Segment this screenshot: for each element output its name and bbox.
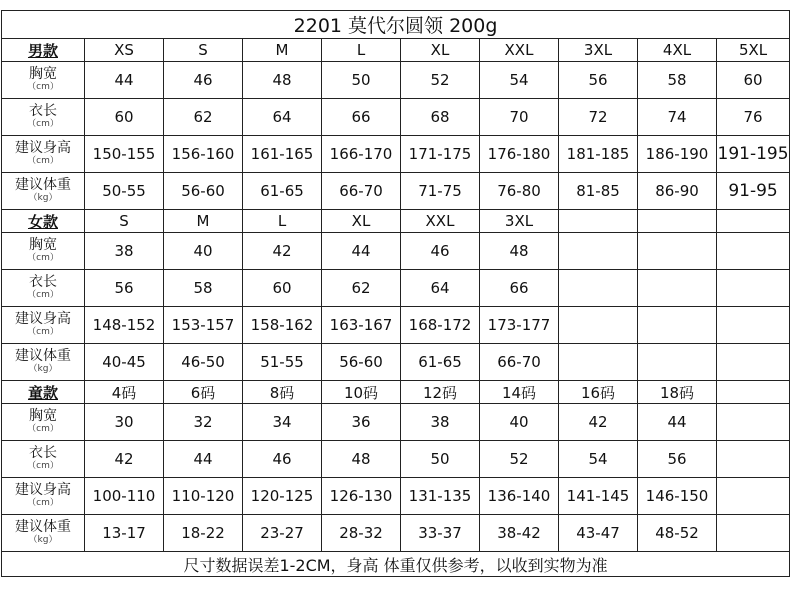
value-cell: 166-170 bbox=[322, 136, 401, 173]
value-cell: 163-167 bbox=[322, 307, 401, 344]
measure-unit: （cm） bbox=[27, 156, 59, 167]
value-cell: 40-45 bbox=[85, 344, 164, 381]
value-cell: 51-55 bbox=[243, 344, 322, 381]
measure-unit: （cm） bbox=[27, 82, 59, 93]
kids-size-cell: 14码 bbox=[480, 381, 559, 404]
value-cell: 46-50 bbox=[164, 344, 243, 381]
value-cell: 48-52 bbox=[638, 515, 717, 552]
value-cell: 161-165 bbox=[243, 136, 322, 173]
value-cell: 44 bbox=[322, 233, 401, 270]
value-cell: 64 bbox=[401, 270, 480, 307]
value-cell: 38 bbox=[401, 404, 480, 441]
value-cell: 34 bbox=[243, 404, 322, 441]
value-cell: 58 bbox=[164, 270, 243, 307]
value-cell: 168-172 bbox=[401, 307, 480, 344]
measure-label-cell bbox=[2, 62, 85, 99]
value-cell: 44 bbox=[85, 62, 164, 99]
men-measure-row bbox=[2, 173, 790, 210]
value-cell: 62 bbox=[164, 99, 243, 136]
value-cell bbox=[559, 344, 638, 381]
men-size-cell: S bbox=[164, 39, 243, 62]
value-cell: 60 bbox=[85, 99, 164, 136]
kids-measure-row bbox=[2, 515, 790, 552]
value-cell: 71-75 bbox=[401, 173, 480, 210]
women-size-cell: XXL bbox=[401, 210, 480, 233]
table-body bbox=[2, 11, 790, 577]
footer-row bbox=[2, 552, 790, 577]
men-size-cell: XXL bbox=[480, 39, 559, 62]
value-cell: 23-27 bbox=[243, 515, 322, 552]
value-cell: 120-125 bbox=[243, 478, 322, 515]
value-cell: 43-47 bbox=[559, 515, 638, 552]
value-cell: 191-195 bbox=[717, 136, 790, 173]
value-cell: 150-155 bbox=[85, 136, 164, 173]
men-measure-row bbox=[2, 136, 790, 173]
kids-size-cell: 4码 bbox=[85, 381, 164, 404]
measure-unit: （cm） bbox=[27, 290, 59, 301]
value-cell bbox=[717, 307, 790, 344]
men-measure-row bbox=[2, 99, 790, 136]
kids-measure-row bbox=[2, 441, 790, 478]
value-cell: 100-110 bbox=[85, 478, 164, 515]
women-measure-row bbox=[2, 270, 790, 307]
value-cell: 136-140 bbox=[480, 478, 559, 515]
value-cell: 30 bbox=[85, 404, 164, 441]
measure-label-cell bbox=[2, 99, 85, 136]
value-cell bbox=[717, 404, 790, 441]
value-cell: 66 bbox=[480, 270, 559, 307]
value-cell bbox=[638, 233, 717, 270]
women-size-header-row bbox=[2, 210, 790, 233]
value-cell: 60 bbox=[243, 270, 322, 307]
value-cell: 48 bbox=[322, 441, 401, 478]
measure-label: 胸宽 bbox=[29, 66, 57, 83]
men-section-title: 男款 bbox=[2, 39, 85, 62]
value-cell: 76 bbox=[717, 99, 790, 136]
value-cell: 36 bbox=[322, 404, 401, 441]
value-cell: 42 bbox=[85, 441, 164, 478]
value-cell: 54 bbox=[480, 62, 559, 99]
value-cell: 13-17 bbox=[85, 515, 164, 552]
measure-label: 衣长 bbox=[29, 445, 57, 462]
measure-label: 建议身高 bbox=[15, 311, 71, 328]
value-cell: 148-152 bbox=[85, 307, 164, 344]
value-cell bbox=[638, 270, 717, 307]
value-cell: 141-145 bbox=[559, 478, 638, 515]
measure-unit: （kg） bbox=[28, 193, 58, 204]
value-cell: 66-70 bbox=[322, 173, 401, 210]
value-cell: 66-70 bbox=[480, 344, 559, 381]
value-cell: 56-60 bbox=[322, 344, 401, 381]
kids-size-cell: 16码 bbox=[559, 381, 638, 404]
value-cell bbox=[638, 307, 717, 344]
measure-unit: （cm） bbox=[27, 327, 59, 338]
value-cell bbox=[638, 344, 717, 381]
value-cell: 40 bbox=[164, 233, 243, 270]
measure-label-cell bbox=[2, 478, 85, 515]
value-cell: 56 bbox=[559, 62, 638, 99]
value-cell: 131-135 bbox=[401, 478, 480, 515]
value-cell: 64 bbox=[243, 99, 322, 136]
measure-label-cell bbox=[2, 270, 85, 307]
measure-label: 胸宽 bbox=[29, 237, 57, 254]
kids-size-cell: 6码 bbox=[164, 381, 243, 404]
value-cell: 18-22 bbox=[164, 515, 243, 552]
value-cell: 126-130 bbox=[322, 478, 401, 515]
value-cell: 181-185 bbox=[559, 136, 638, 173]
measure-label: 建议体重 bbox=[15, 519, 71, 536]
size-table bbox=[1, 10, 790, 577]
kids-size-cell: 8码 bbox=[243, 381, 322, 404]
value-cell bbox=[717, 233, 790, 270]
measure-unit: （cm） bbox=[27, 253, 59, 264]
measure-label: 建议体重 bbox=[15, 177, 71, 194]
value-cell: 60 bbox=[717, 62, 790, 99]
men-size-cell: L bbox=[322, 39, 401, 62]
value-cell: 153-157 bbox=[164, 307, 243, 344]
value-cell: 42 bbox=[243, 233, 322, 270]
measure-label: 建议体重 bbox=[15, 348, 71, 365]
footer-note: 尺寸数据误差1-2CM，身高 体重仅供参考，以收到实物为准 bbox=[2, 552, 790, 577]
value-cell bbox=[559, 233, 638, 270]
kids-size-cell bbox=[717, 381, 790, 404]
measure-unit: （cm） bbox=[27, 424, 59, 435]
value-cell: 72 bbox=[559, 99, 638, 136]
men-size-cell: 3XL bbox=[559, 39, 638, 62]
value-cell: 46 bbox=[164, 62, 243, 99]
women-size-cell bbox=[638, 210, 717, 233]
value-cell: 186-190 bbox=[638, 136, 717, 173]
value-cell: 52 bbox=[480, 441, 559, 478]
measure-label: 衣长 bbox=[29, 274, 57, 291]
value-cell: 110-120 bbox=[164, 478, 243, 515]
kids-size-header-row bbox=[2, 381, 790, 404]
value-cell: 56 bbox=[85, 270, 164, 307]
men-size-cell: 4XL bbox=[638, 39, 717, 62]
value-cell: 81-85 bbox=[559, 173, 638, 210]
men-size-header-row bbox=[2, 39, 790, 62]
value-cell: 48 bbox=[243, 62, 322, 99]
measure-label: 建议身高 bbox=[15, 482, 71, 499]
value-cell: 91-95 bbox=[717, 173, 790, 210]
value-cell bbox=[717, 441, 790, 478]
women-measure-row bbox=[2, 344, 790, 381]
value-cell: 50 bbox=[401, 441, 480, 478]
value-cell: 32 bbox=[164, 404, 243, 441]
value-cell: 171-175 bbox=[401, 136, 480, 173]
kids-measure-row bbox=[2, 404, 790, 441]
measure-label-cell bbox=[2, 136, 85, 173]
value-cell: 44 bbox=[638, 404, 717, 441]
women-size-cell: L bbox=[243, 210, 322, 233]
women-size-cell bbox=[559, 210, 638, 233]
value-cell: 62 bbox=[322, 270, 401, 307]
value-cell: 146-150 bbox=[638, 478, 717, 515]
men-size-cell: XS bbox=[85, 39, 164, 62]
value-cell: 48 bbox=[480, 233, 559, 270]
value-cell: 28-32 bbox=[322, 515, 401, 552]
value-cell: 158-162 bbox=[243, 307, 322, 344]
value-cell: 46 bbox=[243, 441, 322, 478]
value-cell: 46 bbox=[401, 233, 480, 270]
value-cell: 68 bbox=[401, 99, 480, 136]
value-cell: 54 bbox=[559, 441, 638, 478]
value-cell: 50-55 bbox=[85, 173, 164, 210]
kids-section-title: 童款 bbox=[2, 381, 85, 404]
value-cell: 70 bbox=[480, 99, 559, 136]
women-size-cell: S bbox=[85, 210, 164, 233]
value-cell: 56-60 bbox=[164, 173, 243, 210]
value-cell: 56 bbox=[638, 441, 717, 478]
value-cell bbox=[717, 270, 790, 307]
value-cell: 173-177 bbox=[480, 307, 559, 344]
men-size-cell: XL bbox=[401, 39, 480, 62]
measure-unit: （cm） bbox=[27, 119, 59, 130]
men-measure-row bbox=[2, 62, 790, 99]
measure-unit: （cm） bbox=[27, 498, 59, 509]
measure-unit: （kg） bbox=[28, 364, 58, 375]
measure-label-cell bbox=[2, 404, 85, 441]
men-size-cell: M bbox=[243, 39, 322, 62]
women-measure-row bbox=[2, 307, 790, 344]
measure-label-cell bbox=[2, 233, 85, 270]
measure-label-cell bbox=[2, 515, 85, 552]
value-cell: 52 bbox=[401, 62, 480, 99]
value-cell: 74 bbox=[638, 99, 717, 136]
measure-label-cell bbox=[2, 344, 85, 381]
value-cell: 61-65 bbox=[401, 344, 480, 381]
women-section-title: 女款 bbox=[2, 210, 85, 233]
value-cell: 86-90 bbox=[638, 173, 717, 210]
page-title: 2201 莫代尔圆领 200g bbox=[2, 11, 790, 39]
value-cell bbox=[559, 307, 638, 344]
measure-label: 衣长 bbox=[29, 103, 57, 120]
value-cell bbox=[717, 515, 790, 552]
kids-size-cell: 12码 bbox=[401, 381, 480, 404]
value-cell bbox=[717, 478, 790, 515]
measure-label-cell bbox=[2, 441, 85, 478]
value-cell: 156-160 bbox=[164, 136, 243, 173]
women-size-cell: M bbox=[164, 210, 243, 233]
women-measure-row bbox=[2, 233, 790, 270]
value-cell bbox=[717, 344, 790, 381]
value-cell: 176-180 bbox=[480, 136, 559, 173]
measure-label: 建议身高 bbox=[15, 140, 71, 157]
kids-measure-row bbox=[2, 478, 790, 515]
value-cell: 58 bbox=[638, 62, 717, 99]
men-size-cell: 5XL bbox=[717, 39, 790, 62]
value-cell: 33-37 bbox=[401, 515, 480, 552]
value-cell: 38-42 bbox=[480, 515, 559, 552]
measure-label-cell bbox=[2, 307, 85, 344]
kids-size-cell: 10码 bbox=[322, 381, 401, 404]
value-cell: 61-65 bbox=[243, 173, 322, 210]
measure-label-cell bbox=[2, 173, 85, 210]
value-cell: 76-80 bbox=[480, 173, 559, 210]
value-cell: 38 bbox=[85, 233, 164, 270]
women-size-cell: 3XL bbox=[480, 210, 559, 233]
value-cell: 40 bbox=[480, 404, 559, 441]
value-cell: 44 bbox=[164, 441, 243, 478]
measure-label: 胸宽 bbox=[29, 408, 57, 425]
women-size-cell: XL bbox=[322, 210, 401, 233]
women-size-cell bbox=[717, 210, 790, 233]
value-cell: 42 bbox=[559, 404, 638, 441]
measure-unit: （kg） bbox=[28, 535, 58, 546]
value-cell: 50 bbox=[322, 62, 401, 99]
measure-unit: （cm） bbox=[27, 461, 59, 472]
kids-size-cell: 18码 bbox=[638, 381, 717, 404]
value-cell bbox=[559, 270, 638, 307]
value-cell: 66 bbox=[322, 99, 401, 136]
